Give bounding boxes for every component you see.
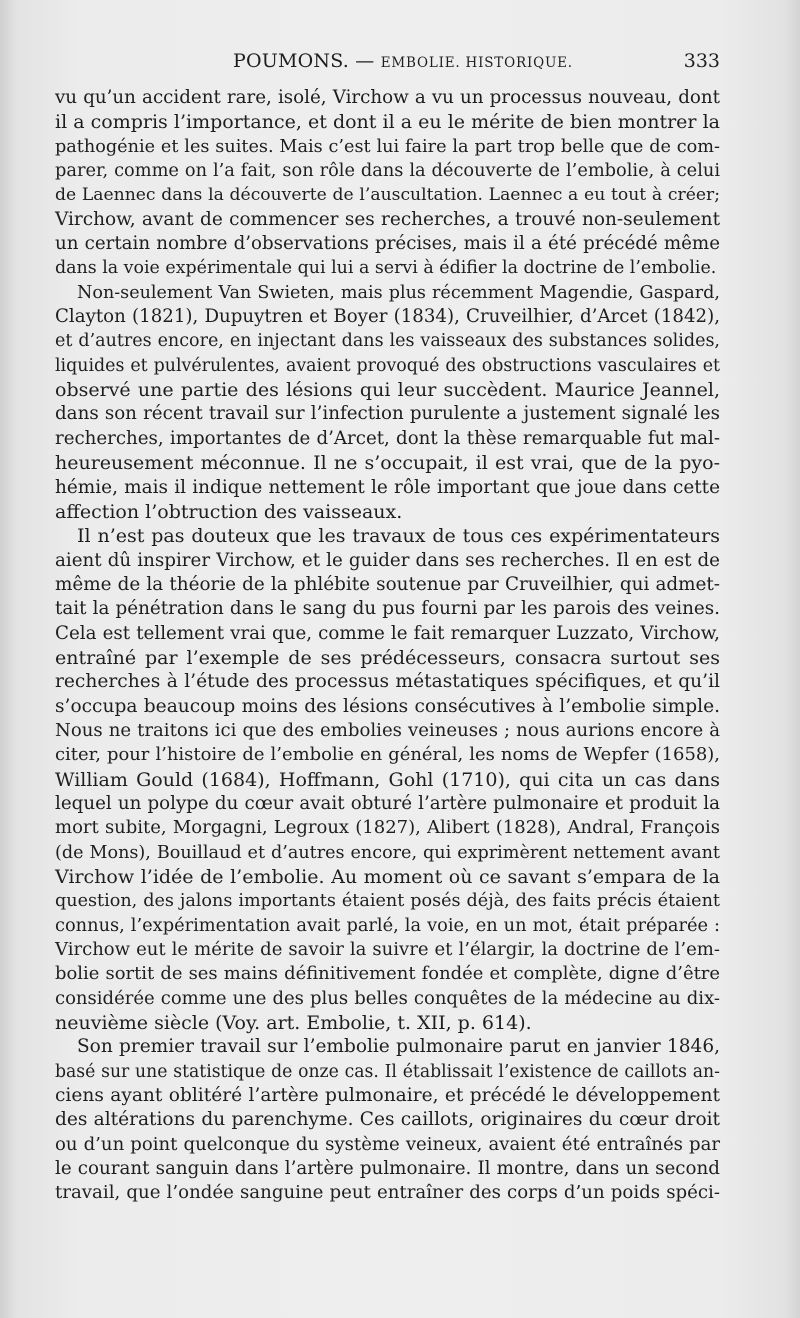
text-line: (de Mons), Bouillaud et d’autres encore, qui exprimèrent nettement avant bbox=[55, 842, 720, 863]
text-line: Non-seulement Van Swieten, mais plus récemment Magendie, Gaspard, bbox=[77, 282, 720, 303]
text-line: travail, que l’ondée sanguine peut entraîner des corps d’un poids spéci- bbox=[55, 1182, 720, 1204]
text-line: neuvième siècle (Voy. art. Embolie, t. XII, p. 614). bbox=[55, 1012, 532, 1035]
text-line: des altérations du parenchyme. Ces caillots, originaires du cœur droit bbox=[55, 1109, 720, 1131]
header-subtitle: EMBOLIE. HISTORIQUE. bbox=[380, 55, 573, 71]
text-line: un certain nombre d’observations précises, mais il a été précédé même bbox=[55, 233, 720, 255]
running-head bbox=[55, 46, 720, 76]
text-line: Virchow eut le mérite de savoir la suivre et l’élargir, la doctrine de l’em- bbox=[55, 939, 720, 961]
text-line: pathogénie et les suites. Mais c’est lui faire la part trop belle que de com- bbox=[55, 136, 720, 157]
text-line: Nous ne traitons ici que des embolies veineuses ; nous aurions encore à bbox=[55, 719, 720, 741]
text-line: et d’autres encore, en injectant dans les vaisseaux des substances solides, bbox=[55, 331, 720, 352]
text-line: liquides et pulvérulentes, avaient provoqué des obstructions vasculaires et bbox=[55, 355, 720, 376]
paragraph-2 bbox=[55, 281, 720, 524]
text-line: tait la pénétration dans le sang du pus fourni par les parois des veines. bbox=[55, 598, 720, 620]
text-line: observé une partie des lésions qui leur succèdent. Maurice Jeannel, bbox=[55, 379, 720, 402]
text-line: heureusement méconnue. Il ne s’occupait, il est vrai, que de la pyo- bbox=[55, 452, 720, 475]
text-line: dans son récent travail sur l’infection purulente a justement signalé les bbox=[55, 403, 720, 425]
text-line: Cela est tellement vrai que, comme le fait remarquer Luzzato, Virchow, bbox=[55, 622, 720, 644]
text-line: de Laennec dans la découverte de l’auscultation. Laennec a eu tout à créer; bbox=[55, 185, 720, 206]
text-line: Virchow, avant de commencer ses recherches, a trouvé non-seulement bbox=[55, 208, 720, 230]
text-line: bolie sortit de ses mains définitivement fondée et complète, digne d’être bbox=[55, 963, 720, 985]
text-line: citer, pour l’histoire de l’embolie en général, les noms de Wepfer (1658), bbox=[55, 744, 720, 766]
text-line: Clayton (1821), Dupuytren et Boyer (1834), Cruveilhier, d’Arcet (1842), bbox=[55, 306, 720, 328]
body-text bbox=[55, 86, 720, 1206]
paragraph-3 bbox=[55, 524, 720, 1035]
text-line: basé sur une statistique de onze cas. Il établissait l’existence de caillots an- bbox=[55, 1061, 720, 1082]
text-line: hémie, mais il indique nettement le rôle important que joue dans cette bbox=[55, 476, 720, 498]
text-line: William Gould (1684), Hoffmann, Gohl (1710), qui cita un cas dans bbox=[55, 768, 720, 791]
text-line: le courant sanguin dans l’artère pulmonaire. Il montre, dans un second bbox=[55, 1158, 720, 1180]
text-line: connus, l’expérimentation avait parlé, la voie, en un mot, était préparée : bbox=[55, 914, 720, 936]
text-line: lequel un polype du cœur avait obturé l’artère pulmonaire et produit la bbox=[55, 792, 720, 814]
page-number: 333 bbox=[683, 50, 720, 72]
text-line: question, des jalons importants étaient posés déjà, des faits précis étaient bbox=[55, 891, 720, 912]
text-line: vu qu’un accident rare, isolé, Virchow a vu un processus nouveau, dont bbox=[55, 87, 720, 108]
text-line: entraîné par l’exemple de ses prédécesseurs, consacra surtout ses bbox=[55, 646, 720, 669]
paragraph-4 bbox=[55, 1035, 720, 1205]
text-line: aient dû inspirer Virchow, et le guider dans ses recherches. Il en est de bbox=[55, 549, 720, 571]
text-line: affection l’obtruction des vaisseaux. bbox=[55, 500, 403, 523]
paragraph-1 bbox=[55, 86, 720, 281]
text-line: Son premier travail sur l’embolie pulmonaire parut en janvier 1846, bbox=[77, 1036, 720, 1058]
text-line: dans la voie expérimentale qui lui a servi à édifier la doctrine de l’embolie. bbox=[55, 258, 717, 279]
text-line: même de la théorie de la phlébite soutenue par Cruveilhier, qui admet- bbox=[55, 573, 720, 595]
text-line: ou d’un point quelconque du système veineux, avaient été entraînés par bbox=[55, 1133, 720, 1155]
text-line: mort subite, Morgagni, Legroux (1827), Alibert (1828), Andral, François bbox=[55, 817, 720, 839]
text-line: recherches, importantes de d’Arcet, dont la thèse remarquable fut mal- bbox=[55, 427, 720, 449]
text-line: Il n’est pas douteux que les travaux de tous ces expérimentateurs bbox=[77, 525, 720, 548]
text-line: il a compris l’importance, et dont il a eu le mérite de bien montrer la bbox=[55, 111, 720, 134]
text-line: recherches à l’étude des processus métastatiques spécifiques, et qu’il bbox=[55, 671, 720, 693]
text-line: s’occupa beaucoup moins des lésions consécutives à l’embolie simple. bbox=[55, 695, 720, 717]
header-title-text: POUMONS. — bbox=[233, 50, 375, 72]
text-line: considérée comme une des plus belles conquêtes de la médecine au dix- bbox=[55, 987, 720, 1009]
text-line: parer, comme on l’a fait, son rôle dans la découverte de l’embolie, à celui bbox=[55, 160, 720, 182]
text-line: Virchow l’idée de l’embolie. Au moment où ce savant s’empara de la bbox=[55, 866, 720, 888]
text-line: ciens ayant oblitéré l’artère pulmonaire, et précédé le développement bbox=[55, 1085, 720, 1107]
running-head-title bbox=[233, 46, 573, 78]
